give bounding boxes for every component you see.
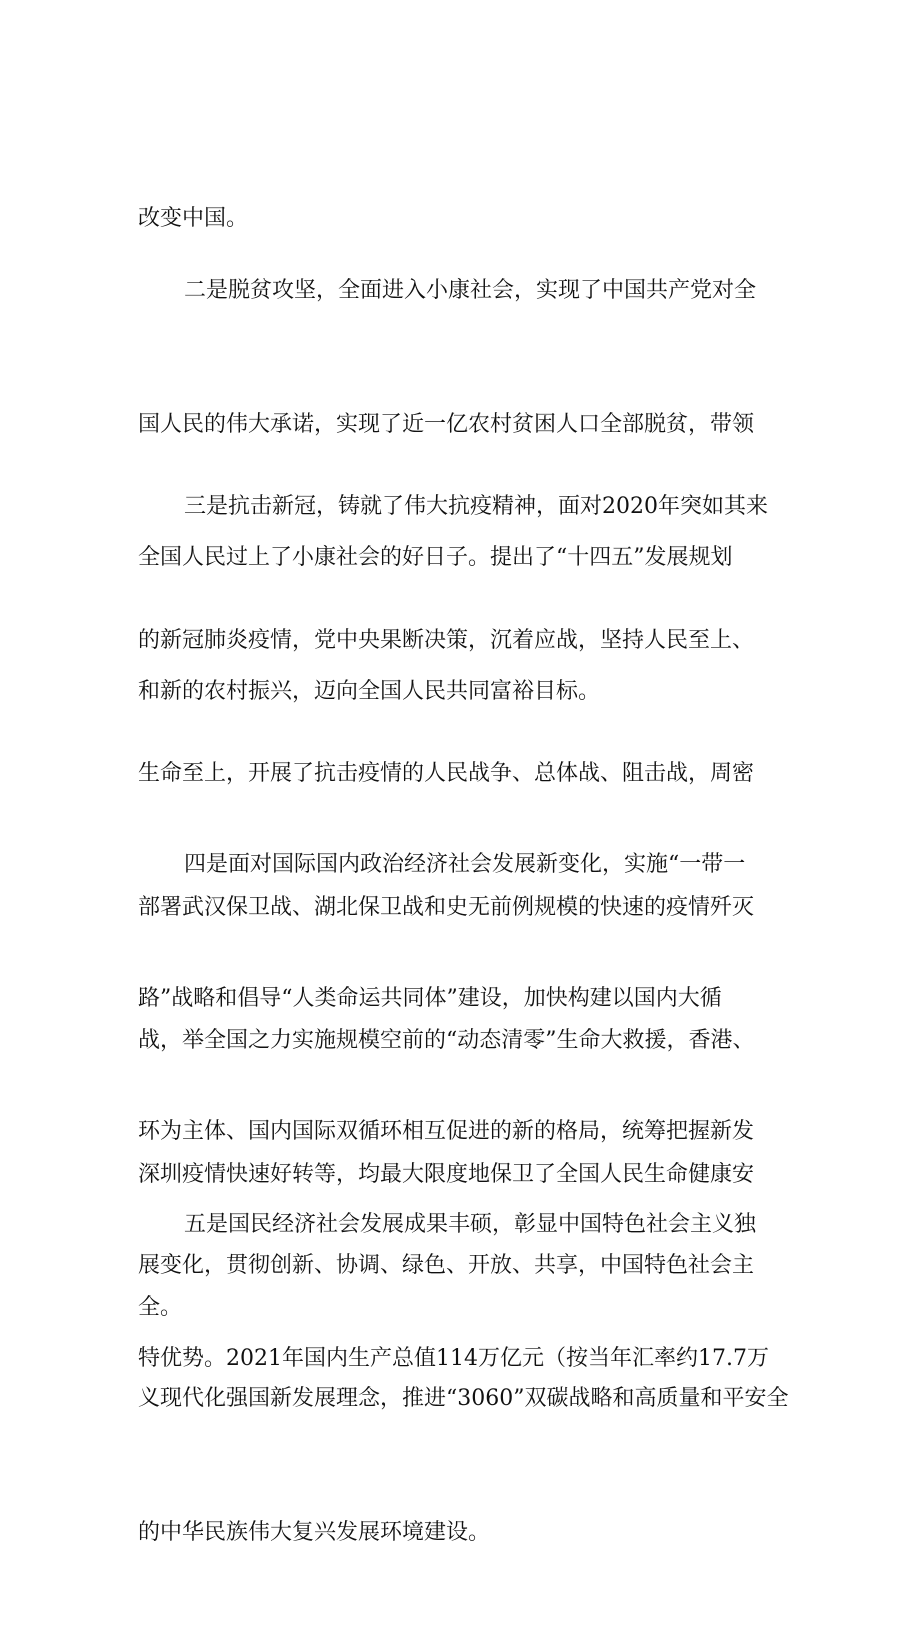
text-line: 的中华民族伟大复兴发展环境建设。	[138, 1519, 491, 1545]
text-line: 生命至上，开展了抗击疫情的人民战争、总体战、阻击战，周密	[138, 761, 755, 786]
text-line: 四是面对国际国内政治经济社会发展新变化，实施“一带一	[184, 852, 746, 877]
text-line: 三是抗击新冠，铸就了伟大抗疫精神，面对2020年突如其来	[184, 494, 768, 519]
text-line: 展变化，贯彻创新、协调、绿色、开放、共享，中国特色社会主	[138, 1252, 755, 1278]
text-line: 的新冠肺炎疫情，党中央果断决策，沉着应战，坚持人民至上、	[138, 627, 755, 653]
text-line: 深圳疫情快速好转等，均最大限度地保卫了全国人民生命健康安	[138, 1161, 755, 1187]
text-line: 国人民的伟大承诺，实现了近一亿农村贫困人口全部脱贫，带领	[138, 411, 755, 437]
text-line: 二是脱贫攻坚，全面进入小康社会，实现了中国共产党对全	[184, 278, 757, 303]
text-line: 战，举全国之力实施规模空前的“动态清零”生命大救援，香港、	[138, 1028, 755, 1053]
text-line: 义现代化强国新发展理念，推进“3060”双碳战略和高质量和平安全	[138, 1386, 789, 1411]
text-line: 五是国民经济社会发展成果丰硕，彰显中国特色社会主义独	[184, 1212, 757, 1237]
paragraph-economic-achievements	[138, 1114, 810, 1470]
text-line: 路”战略和倡导“人类命运共同体”建设，加快构建以国内大循	[138, 985, 722, 1011]
text-line: 和新的农村振兴，迈向全国人民共同富裕目标。	[138, 678, 601, 704]
text-line: 特优势。2021年国内生产总值114万亿元（按当年汇率约17.7万	[138, 1345, 769, 1371]
text-line: 改变中国。	[138, 206, 249, 231]
text-line: 全。	[138, 1295, 183, 1320]
text-line: 部署武汉保卫战、湖北保卫战和史无前例规模的快速的疫情歼灭	[138, 894, 755, 920]
text-line: 环为主体、国内国际双循环相互促进的新的格局，统筹把握新发	[138, 1119, 755, 1144]
text-line: 全国人民过上了小康社会的好日子。提出了“十四五”发展规划	[138, 545, 733, 570]
